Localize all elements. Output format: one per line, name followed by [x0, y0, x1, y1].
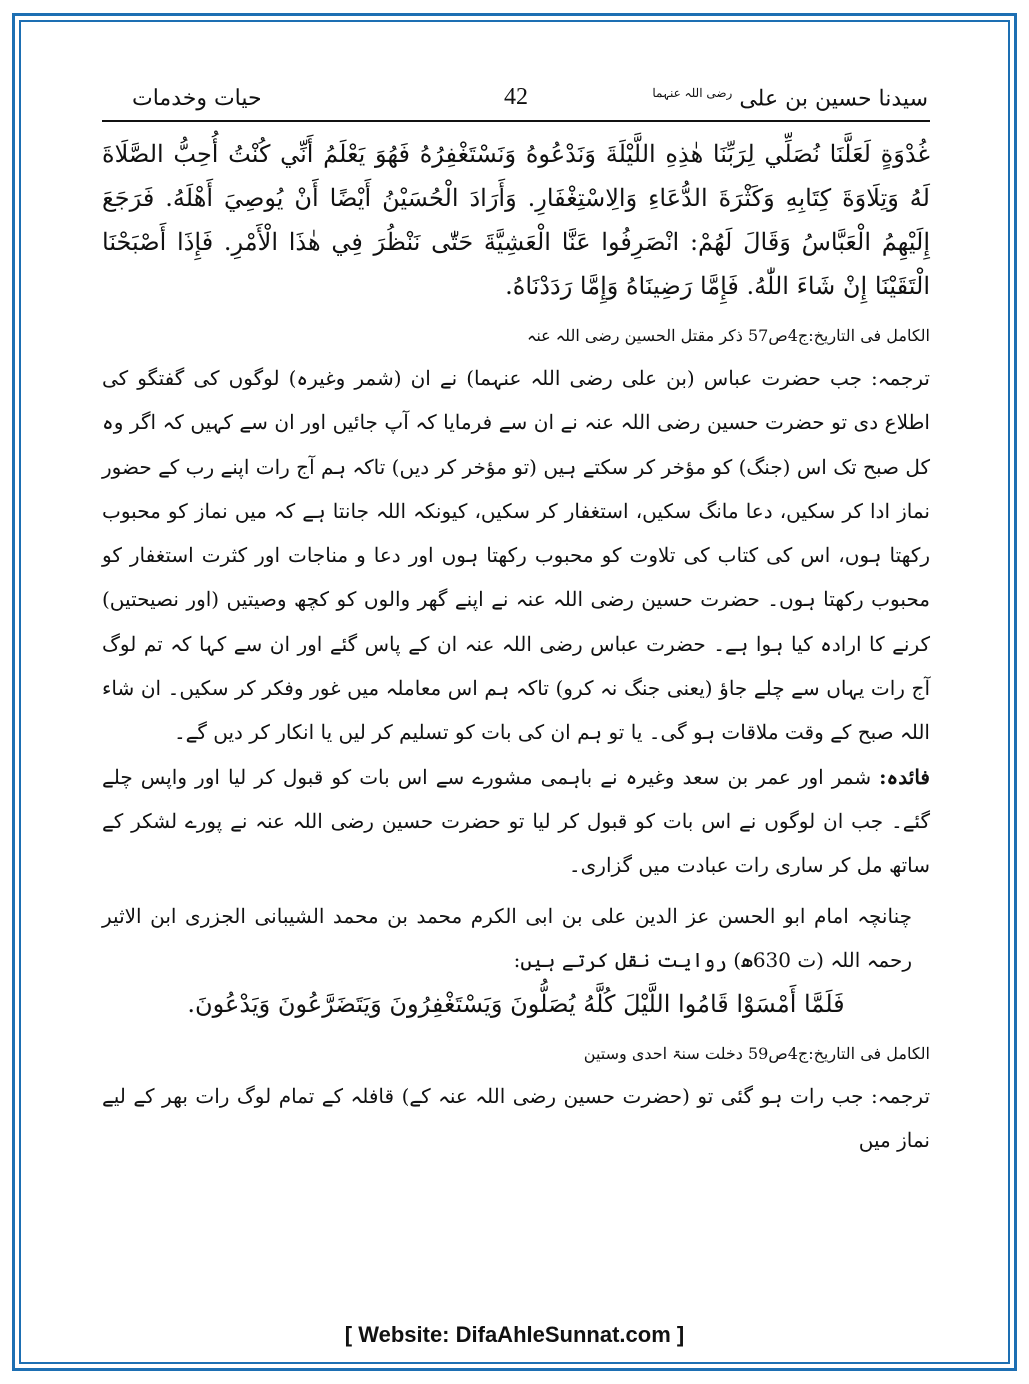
translation-1-text: جب حضرت عباس (بن علی رضی اللہ عنہما) نے ان (شمر وغیرہ) لوگوں کی گفتگو کی اطلاع دی تو حضرت حسین رضی اللہ عنہ نے ان سے فرمایا کہ آپ جائیں اور ان سے کہیں کہ اگر وہ کل صبح تک اس (جنگ) کو مؤخر کر سکتے ہیں (تو مؤخر کر دیں) تاکہ ہم آج رات اپنے رب کے حضور نماز ادا کر سکیں، دعا مانگ سکیں، استغفار کر سکیں، کیونکہ اللہ جانتا ہے کہ میں نماز کو محبوب رکھتا ہوں، اس کی کتاب کی تلاوت کو محبوب رکھتا ہوں اور دعا و مناجات اور کثرت استغفار کو محبوب رکھتا ہوں۔ حضرت حسین رضی اللہ عنہ نے اپنے گھر والوں کو کچھ وصیتیں (اور نصیحتیں) کرنے کا ارادہ کیا ہوا ہے۔ حضرت عباس رضی اللہ عنہ ان کے پاس گئے اور ان سے کہا کہ تم لوگ آج رات یہاں سے چلے جاؤ (یعنی جنگ نہ کرو) تاکہ ہم اس معاملہ میں غور وفکر کر سکیں۔ ان شاء اللہ صبح کے وقت ملاقات ہو گی۔ یا تو ہم ان کی بات کو تسلیم کر لیں یا انکار کر دیں گے۔ [102, 366, 930, 745]
benefit-label: فائدہ: [879, 764, 930, 789]
arabic-passage-2: فَلَمَّا أَمْسَوْا قَامُوا اللَّيْلَ كُلَّهُ يُصَلُّونَ وَيَسْتَغْفِرُونَ وَيَتَضَرَّعُونَ وَيَدْعُونَ. [187, 990, 845, 1019]
translation-2-label: ترجمہ: [871, 1084, 931, 1109]
honorific: رضی اللہ عنہما [652, 86, 733, 100]
reference-1: الکامل فی التاریخ:ج4ص57 ذکر مقتل الحسین رضی اللہ عنہ [526, 326, 930, 345]
reference-2: الکامل فی التاریخ:ج4ص59 دخلت سنۃ احدی وستین [583, 1044, 930, 1064]
translation-2-text: جب رات ہو گئی تو (حضرت حسین رضی اللہ عنہ کے) قافلہ کے تمام لوگ رات بھر کے لیے نماز میں [102, 1084, 930, 1153]
page-header [102, 80, 930, 122]
translation-2 [102, 1074, 930, 1163]
website-footer: [ Website: DifaAhleSunnat.com ] [344, 1322, 685, 1347]
page-number: 42 [504, 84, 528, 110]
benefit-paragraph [102, 755, 930, 888]
benefit-text: شمر اور عمر بن سعد وغیرہ نے باہمی مشورے سے اس بات کو قبول کر لیا اور واپس چلے گئے۔ جب ان لوگوں نے اس بات کو قبول کر لیا تو حضرت حسین رضی اللہ عنہ نے پورے لشکر کے ساتھ مل کر ساری رات عبادت میں گزاری۔ [102, 764, 930, 878]
narration-intro: چنانچہ امام ابو الحسن عز الدین علی بن ابی الکرم محمد بن محمد الشیبانی الجزری ابن الاثیر رحمہ اللہ (ت 630ھ) روایت نقل کرتے ہیں: [102, 903, 912, 972]
section-title: حیات وخدمات [132, 86, 262, 111]
translation-1 [102, 356, 930, 755]
translation-1-label: ترجمہ: [871, 366, 930, 390]
arabic-passage-1: غُدْوَةٍ لَعَلَّنَا نُصَلِّي لِرَبِّنَا هٰذِهِ اللَّيْلَةَ وَنَدْعُوهُ وَنَسْتَغْفِرُهُ فَهُوَ يَعْلَمُ أَنِّي كُنْتُ أُحِبُّ الصَّلَاةَ لَهُ وَتِلَاوَةَ كِتَابِهِ وَكَثْرَةَ الدُّعَاءِ وَالِاسْتِغْفَارِ. وَأَرَادَ الْحُسَيْنُ أَيْضًا أَنْ يُوصِيَ أَهْلَهُ. فَرَجَعَ إِلَيْهِمُ الْعَبَّاسُ وَقَالَ لَهُمْ: انْصَرِفُوا عَنَّا الْعَشِيَّةَ حَتّٰى نَنْظُرَ فِي هٰذَا الْأَمْرِ. فَإِذَا أَصْبَحْنَا الْتَقَيْنَا إِنْ شَاءَ اللّٰهُ. فَإِمَّا رَضِينَاهُ وَإِمَّا رَدَدْنَاهُ. [102, 140, 931, 300]
page-content [102, 132, 930, 1163]
book-title-text: سیدنا حسین بن علی [739, 86, 928, 112]
